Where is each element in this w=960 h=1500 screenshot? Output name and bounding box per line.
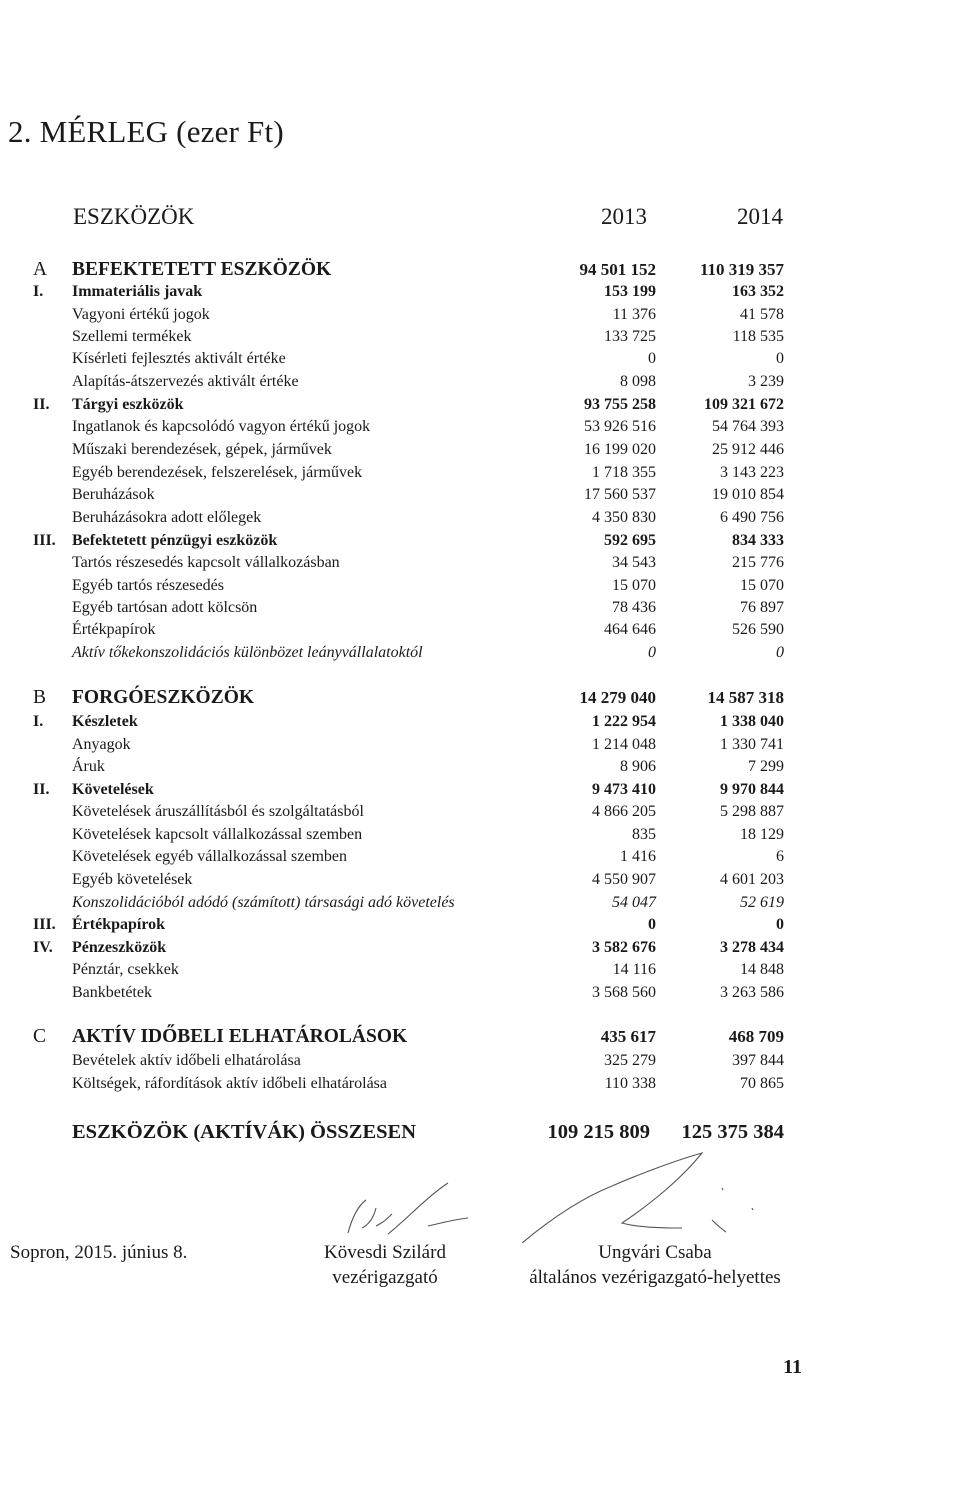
row-label: Egyéb berendezések, felszerelések, járművek xyxy=(72,464,363,481)
row-value-2013: 0 xyxy=(648,350,656,367)
row-value-2013: 54 047 xyxy=(612,894,656,911)
row-value-2013: 4 550 907 xyxy=(592,871,656,888)
row-label: Immateriális javak xyxy=(72,283,203,300)
row-label: Tartós részesedés kapcsolt vállalkozásban xyxy=(72,554,340,571)
row-value-2013: 1 718 355 xyxy=(592,464,656,481)
row-value-2014: 163 352 xyxy=(732,283,784,300)
row-value-2014: 3 143 223 xyxy=(720,464,784,481)
row-label: Aktív tőkekonszolidációs különbözet leányvállalatoktól xyxy=(72,644,423,661)
row-label: Követelések xyxy=(72,781,154,798)
total-value-2014: 125 375 384 xyxy=(681,1121,784,1143)
row-value-2014: 6 xyxy=(776,848,784,865)
signer-1-title: vezérigazgató xyxy=(332,1267,438,1288)
row-value-2014: 3 263 586 xyxy=(720,984,784,1001)
row-value-2013: 1 214 048 xyxy=(592,736,656,753)
row-value-2014: 5 298 887 xyxy=(720,803,784,820)
table-row xyxy=(0,326,960,348)
row-value-2014: 6 490 756 xyxy=(720,509,784,526)
table-row xyxy=(0,711,960,733)
table-row xyxy=(0,281,960,303)
table-row xyxy=(0,959,960,981)
row-label: AKTÍV IDŐBELI ELHATÁROLÁSOK xyxy=(72,1026,408,1047)
row-value-2013: 153 199 xyxy=(604,283,656,300)
row-label: Bankbetétek xyxy=(72,984,152,1001)
row-code: A xyxy=(33,259,48,280)
table-row xyxy=(0,937,960,959)
row-value-2013: 8 098 xyxy=(620,373,656,390)
table-row xyxy=(0,982,960,1004)
row-value-2013: 1 222 954 xyxy=(592,713,656,730)
row-label: Beruházásokra adott előlegek xyxy=(72,509,262,526)
signer-2-block xyxy=(510,1241,800,1291)
row-value-2013: 14 116 xyxy=(612,961,656,978)
row-value-2013: 435 617 xyxy=(600,1027,656,1046)
table-row xyxy=(0,348,960,370)
row-code: IV. xyxy=(33,939,53,956)
row-code: II. xyxy=(33,396,50,413)
row-value-2014: 4 601 203 xyxy=(720,871,784,888)
row-value-2014: 1 330 741 xyxy=(720,736,784,753)
row-value-2013: 3 568 560 xyxy=(592,984,656,1001)
row-label: Követelések áruszállításból és szolgáltatásból xyxy=(72,803,364,820)
row-value-2014: 41 578 xyxy=(740,306,784,323)
table-row xyxy=(0,371,960,393)
row-value-2013: 16 199 020 xyxy=(584,441,656,458)
row-label: BEFEKTETETT ESZKÖZÖK xyxy=(72,259,332,280)
row-value-2013: 464 646 xyxy=(604,621,656,638)
row-label: Egyéb követelések xyxy=(72,871,193,888)
row-label: Bevételek aktív időbeli elhatárolása xyxy=(72,1052,301,1069)
row-value-2013: 133 725 xyxy=(604,328,656,345)
table-row xyxy=(0,914,960,936)
signature-scribble-1 xyxy=(318,1178,488,1248)
row-code: III. xyxy=(33,532,56,549)
row-value-2013: 15 070 xyxy=(612,577,656,594)
row-value-2013: 9 473 410 xyxy=(592,781,656,798)
row-label: Ingatlanok és kapcsolódó vagyon értékű jogok xyxy=(72,418,371,435)
page-title: 2. MÉRLEG (ezer Ft) xyxy=(8,114,284,149)
row-label: Befektetett pénzügyi eszközök xyxy=(72,532,278,549)
row-label: Alapítás-átszervezés aktivált értéke xyxy=(72,373,299,390)
column-header-year1: 2013 xyxy=(601,204,647,229)
row-value-2014: 15 070 xyxy=(740,577,784,594)
table-row xyxy=(0,597,960,619)
row-value-2013: 1 416 xyxy=(620,848,656,865)
signature-scribble-2 xyxy=(512,1148,772,1248)
row-value-2013: 4 866 205 xyxy=(592,803,656,820)
row-value-2013: 8 906 xyxy=(620,758,656,775)
table-row xyxy=(0,846,960,868)
row-label: Készletek xyxy=(72,713,138,730)
table-row xyxy=(0,685,960,711)
row-code: B xyxy=(33,687,47,708)
row-value-2013: 0 xyxy=(648,916,656,933)
row-label: Egyéb tartósan adott kölcsön xyxy=(72,599,258,616)
row-value-2014: 109 321 672 xyxy=(704,396,784,413)
row-label: Értékpapírok xyxy=(72,916,166,933)
table-row xyxy=(0,439,960,461)
column-header-year2: 2014 xyxy=(737,204,783,229)
row-value-2014: 54 764 393 xyxy=(712,418,784,435)
row-value-2014: 14 587 318 xyxy=(707,688,784,707)
row-value-2014: 834 333 xyxy=(732,532,784,549)
row-value-2014: 76 897 xyxy=(740,599,784,616)
total-label: ESZKÖZÖK (AKTÍVÁK) ÖSSZESEN xyxy=(72,1121,417,1143)
row-value-2013: 34 543 xyxy=(612,554,656,571)
row-label: Anyagok xyxy=(72,736,131,753)
row-value-2014: 215 776 xyxy=(732,554,784,571)
table-row xyxy=(0,575,960,597)
row-value-2014: 3 278 434 xyxy=(720,939,784,956)
row-value-2014: 468 709 xyxy=(728,1027,784,1046)
row-value-2014: 1 338 040 xyxy=(720,713,784,730)
row-value-2013: 93 755 258 xyxy=(584,396,656,413)
row-value-2013: 592 695 xyxy=(604,532,656,549)
row-value-2014: 25 912 446 xyxy=(712,441,784,458)
signer-2-title: általános vezérigazgató-helyettes xyxy=(529,1267,781,1288)
row-value-2013: 94 501 152 xyxy=(579,260,656,279)
table-row xyxy=(0,642,960,664)
table-row xyxy=(0,484,960,506)
row-value-2013: 325 279 xyxy=(604,1052,656,1069)
row-value-2014: 526 590 xyxy=(732,621,784,638)
row-value-2014: 118 535 xyxy=(732,328,784,345)
row-label: Pénzeszközök xyxy=(72,939,167,956)
table-row xyxy=(0,552,960,574)
table-row xyxy=(0,619,960,641)
row-label: FORGÓESZKÖZÖK xyxy=(72,687,255,708)
row-value-2013: 835 xyxy=(632,826,656,843)
row-value-2014: 14 848 xyxy=(740,961,784,978)
table-row xyxy=(0,530,960,552)
row-value-2014: 0 xyxy=(776,644,784,661)
row-value-2014: 52 619 xyxy=(740,894,784,911)
row-value-2013: 3 582 676 xyxy=(592,939,656,956)
table-row xyxy=(0,1050,960,1072)
row-value-2013: 53 926 516 xyxy=(584,418,656,435)
row-label: Kísérleti fejlesztés aktivált értéke xyxy=(72,350,286,367)
table-row xyxy=(0,869,960,891)
page-number: 11 xyxy=(783,1356,802,1378)
signer-1-name: Kövesdi Szilárd xyxy=(324,1242,446,1263)
row-label: Követelések egyéb vállalkozással szemben xyxy=(72,848,347,865)
row-value-2013: 0 xyxy=(648,644,656,661)
table-row xyxy=(0,734,960,756)
row-code: II. xyxy=(33,781,50,798)
table-row xyxy=(0,416,960,438)
row-value-2014: 7 299 xyxy=(748,758,784,775)
row-label: Szellemi termékek xyxy=(72,328,192,345)
row-label: Műszaki berendezések, gépek, járművek xyxy=(72,441,332,458)
table-row xyxy=(0,304,960,326)
table-row xyxy=(0,1024,960,1050)
place-and-date: Sopron, 2015. június 8. xyxy=(10,1242,188,1263)
column-header-label: ESZKÖZÖK xyxy=(73,204,195,229)
table-row xyxy=(0,462,960,484)
row-label: Értékpapírok xyxy=(72,621,156,638)
row-value-2014: 18 129 xyxy=(740,826,784,843)
row-value-2014: 397 844 xyxy=(732,1052,784,1069)
row-code: I. xyxy=(33,283,44,300)
row-label: Vagyoni értékű jogok xyxy=(72,306,210,323)
row-code: C xyxy=(33,1026,47,1047)
row-label: Tárgyi eszközök xyxy=(72,396,184,413)
row-label: Pénztár, csekkek xyxy=(72,961,179,978)
row-value-2013: 17 560 537 xyxy=(584,486,656,503)
row-label: Beruházások xyxy=(72,486,155,503)
table-row xyxy=(0,892,960,914)
table-row xyxy=(0,824,960,846)
row-value-2014: 9 970 844 xyxy=(720,781,784,798)
table-row xyxy=(0,779,960,801)
table-row xyxy=(0,756,960,778)
signer-2-name: Ungvári Csaba xyxy=(598,1242,712,1263)
signer-1-block xyxy=(300,1241,470,1291)
row-label: Áruk xyxy=(72,758,105,775)
row-value-2014: 110 319 357 xyxy=(699,260,784,279)
row-value-2014: 19 010 854 xyxy=(712,486,784,503)
table-row xyxy=(0,507,960,529)
row-value-2013: 78 436 xyxy=(612,599,656,616)
row-value-2013: 14 279 040 xyxy=(579,688,656,707)
row-value-2014: 0 xyxy=(776,350,784,367)
row-value-2014: 0 xyxy=(776,916,784,933)
row-value-2013: 110 338 xyxy=(604,1075,656,1092)
table-row xyxy=(0,257,960,283)
table-row xyxy=(0,1073,960,1095)
table-row xyxy=(0,801,960,823)
row-label: Konszolidációból adódó (számított) társasági adó követelés xyxy=(72,894,455,911)
row-label: Egyéb tartós részesedés xyxy=(72,577,224,594)
table-row xyxy=(0,394,960,416)
row-code: I. xyxy=(33,713,44,730)
row-value-2013: 11 376 xyxy=(612,306,656,323)
total-value-2013: 109 215 809 xyxy=(547,1121,650,1143)
row-code: III. xyxy=(33,916,56,933)
row-label: Követelések kapcsolt vállalkozással szemben xyxy=(72,826,363,843)
row-value-2013: 4 350 830 xyxy=(592,509,656,526)
row-value-2014: 3 239 xyxy=(748,373,784,390)
row-label: Költségek, ráfordítások aktív időbeli elhatárolása xyxy=(72,1075,388,1092)
row-value-2014: 70 865 xyxy=(740,1075,784,1092)
